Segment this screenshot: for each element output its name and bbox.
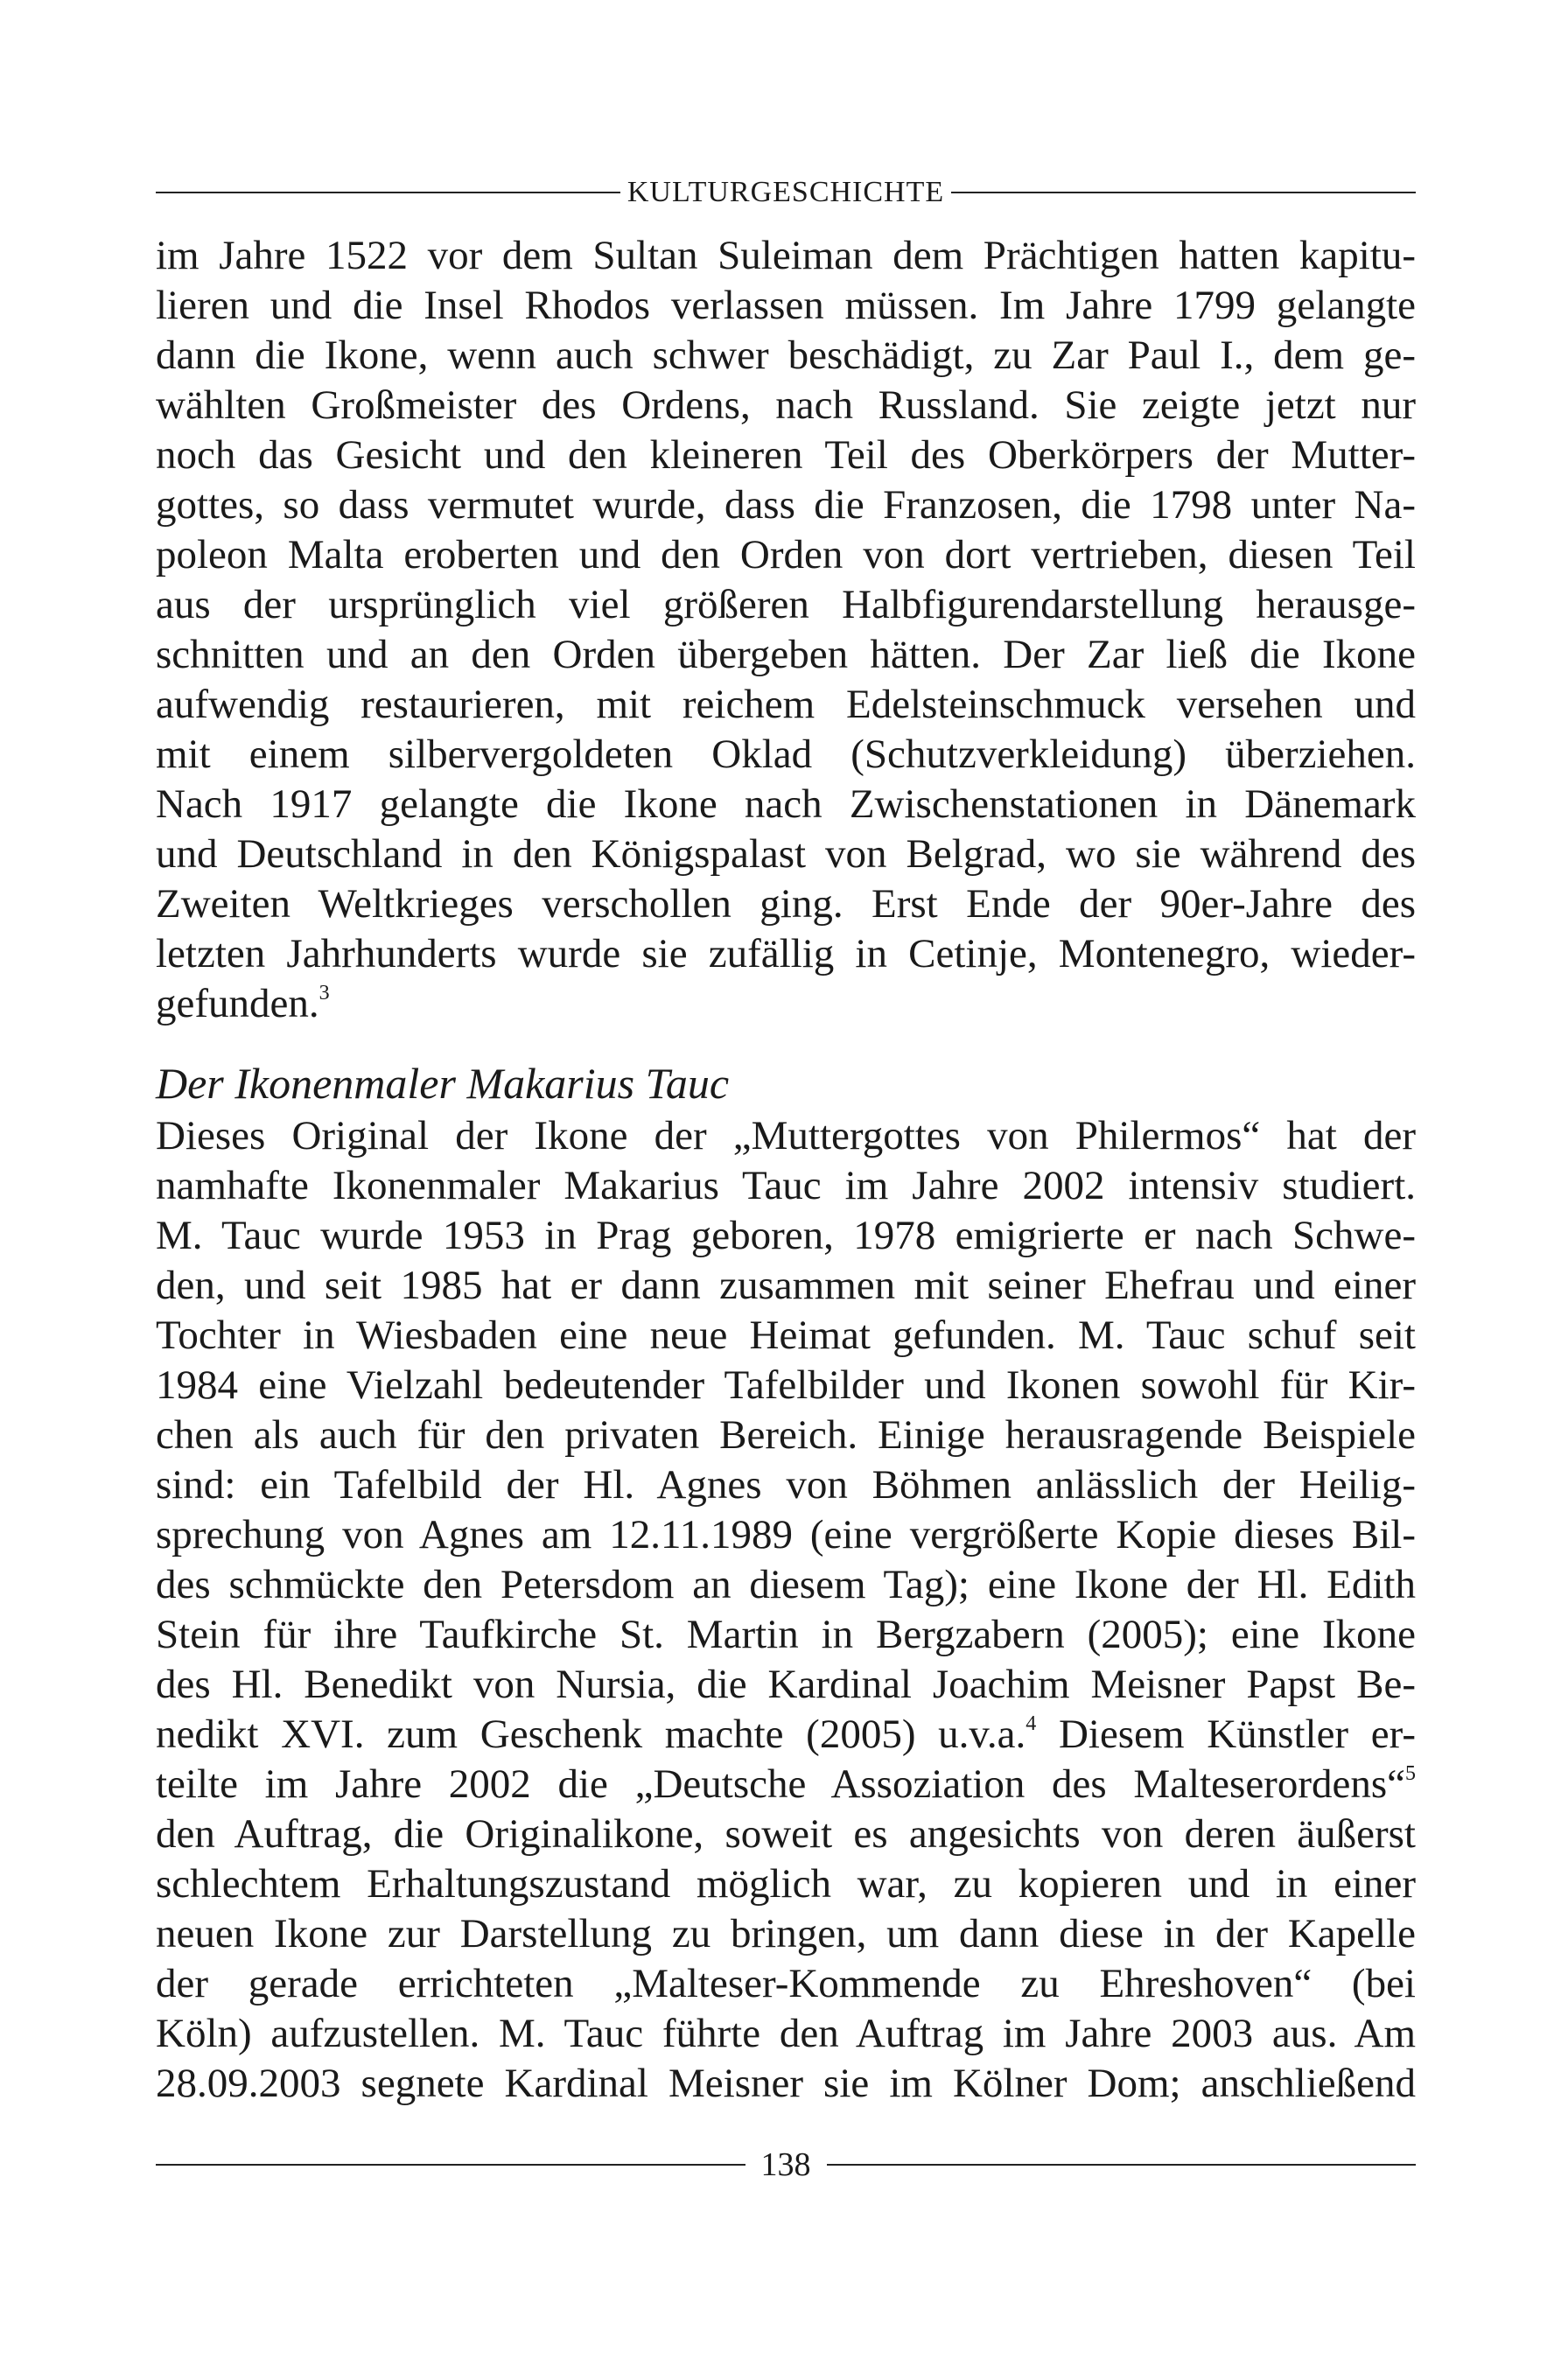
page-footer: [156, 2142, 1416, 2188]
section-makarius-tauc: [156, 1055, 1416, 2109]
text-line-last: [156, 979, 1416, 1029]
text-line: Stein für ihre Taufkirche St. Martin in Bergzabern (2005); eine Ikone: [156, 1612, 1416, 1657]
text-line: chen als auch für den privaten Bereich. Einige herausragende Beispiele: [156, 1412, 1416, 1458]
text-line: im Jahre 1522 vor dem Sultan Suleiman dem Prächtigen hatten kapitu-: [156, 233, 1416, 278]
text-segment: nedikt XVI. zum Geschenk machte (2005) u.v.a.: [156, 1712, 1026, 1757]
page-number: 138: [760, 2146, 811, 2183]
footnote-marker: 3: [318, 982, 330, 1004]
text-segment: Diesem Künstler er-: [1036, 1712, 1416, 1757]
footer-rule-left: [156, 2164, 746, 2166]
text-line: letzten Jahrhunderts wurde sie zufällig in Cetinje, Montenegro, wieder-: [156, 931, 1416, 976]
text-line: den Auftrag, die Originalikone, soweit es angesichts von deren äußerst: [156, 1811, 1416, 1857]
text-line: des Hl. Benedikt von Nursia, die Kardinal Joachim Meisner Papst Be-: [156, 1662, 1416, 1707]
text-line: Tochter in Wiesbaden eine neue Heimat gefunden. M. Tauc schuf seit: [156, 1312, 1416, 1358]
header-rule-left: [156, 192, 620, 193]
text-line: Zweiten Weltkrieges verschollen ging. Erst Ende der 90er-Jahre des: [156, 881, 1416, 927]
text-line-footnote-4: [156, 1710, 1416, 1760]
text-line: M. Tauc wurde 1953 in Prag geboren, 1978 emigrierte er nach Schwe-: [156, 1213, 1416, 1258]
text-line: schlechtem Erhaltungszustand möglich war, zu kopieren und in einer: [156, 1861, 1416, 1907]
footnote-marker: 4: [1026, 1712, 1037, 1735]
text-line: namhafte Ikonenmaler Makarius Tauc im Jahre 2002 intensiv studiert.: [156, 1163, 1416, 1208]
text-line: der gerade errichteten „Malteser-Kommende zu Ehreshoven“ (bei: [156, 1961, 1416, 2006]
text-line-footnote-5: [156, 1760, 1416, 1810]
text-segment: teilte im Jahre 2002 die „Deutsche Assoziation des Malteserordens“: [156, 1761, 1405, 1807]
paragraph-1: [156, 231, 1416, 1029]
text-line: dann die Ikone, wenn auch schwer beschädigt, zu Zar Paul I., dem ge-: [156, 332, 1416, 378]
text-line: aufwendig restaurieren, mit reichem Edelsteinschmuck versehen und: [156, 682, 1416, 727]
text-line: sind: ein Tafelbild der Hl. Agnes von Böhmen anlässlich der Heilig-: [156, 1462, 1416, 1508]
text-line: und Deutschland in den Königspalast von Belgrad, wo sie während des: [156, 831, 1416, 877]
text-line: mit einem silbervergoldeten Oklad (Schutzverkleidung) überziehen.: [156, 732, 1416, 777]
text-line: Nach 1917 gelangte die Ikone nach Zwischenstationen in Dänemark: [156, 781, 1416, 827]
footer-rule-right: [827, 2164, 1417, 2166]
text-line: poleon Malta eroberten und den Orden von dort vertrieben, diesen Teil: [156, 532, 1416, 578]
header-rule-right: [951, 192, 1416, 193]
footnote-marker: 5: [1405, 1762, 1416, 1785]
text-line: lieren und die Insel Rhodos verlassen müssen. Im Jahre 1799 gelangte: [156, 283, 1416, 328]
text-line: wählten Großmeister des Ordens, nach Russland. Sie zeigte jetzt nur: [156, 382, 1416, 428]
text-line: noch das Gesicht und den kleineren Teil des Oberkörpers der Mutter-: [156, 432, 1416, 478]
section-heading: Der Ikonenmaler Makarius Tauc: [156, 1059, 730, 1108]
text-line: 1984 eine Vielzahl bedeutender Tafelbilder und Ikonen sowohl für Kir-: [156, 1362, 1416, 1408]
text-line: neuen Ikone zur Darstellung zu bringen, um dann diese in der Kapelle: [156, 1911, 1416, 1956]
text-line: gottes, so dass vermutet wurde, dass die Franzosen, die 1798 unter Na-: [156, 482, 1416, 528]
text-line: aus der ursprünglich viel größeren Halbfigurendarstellung herausge-: [156, 582, 1416, 627]
text-line: Dieses Original der Ikone der „Muttergottes von Philermos“ hat der: [156, 1113, 1416, 1158]
section-paragraph: [156, 1111, 1416, 2109]
text-line: schnitten und an den Orden übergeben hätten. Der Zar ließ die Ikone: [156, 632, 1416, 677]
text-line: Köln) aufzustellen. M. Tauc führte den Auftrag im Jahre 2003 aus. Am: [156, 2011, 1416, 2056]
text-line: sprechung von Agnes am 12.11.1989 (eine vergrößerte Kopie dieses Bil-: [156, 1512, 1416, 1558]
text-line: des schmückte den Petersdom an diesem Tag); eine Ikone der Hl. Edith: [156, 1562, 1416, 1607]
last-line-text: gefunden.: [156, 981, 319, 1026]
text-line: den, und seit 1985 hat er dann zusammen mit seiner Ehefrau und einer: [156, 1263, 1416, 1308]
text-line: 28.09.2003 segnete Kardinal Meisner sie im Kölner Dom; anschließend: [156, 2061, 1416, 2106]
running-header: [156, 173, 1416, 212]
running-title: KULTURGESCHICHTE: [626, 176, 945, 208]
